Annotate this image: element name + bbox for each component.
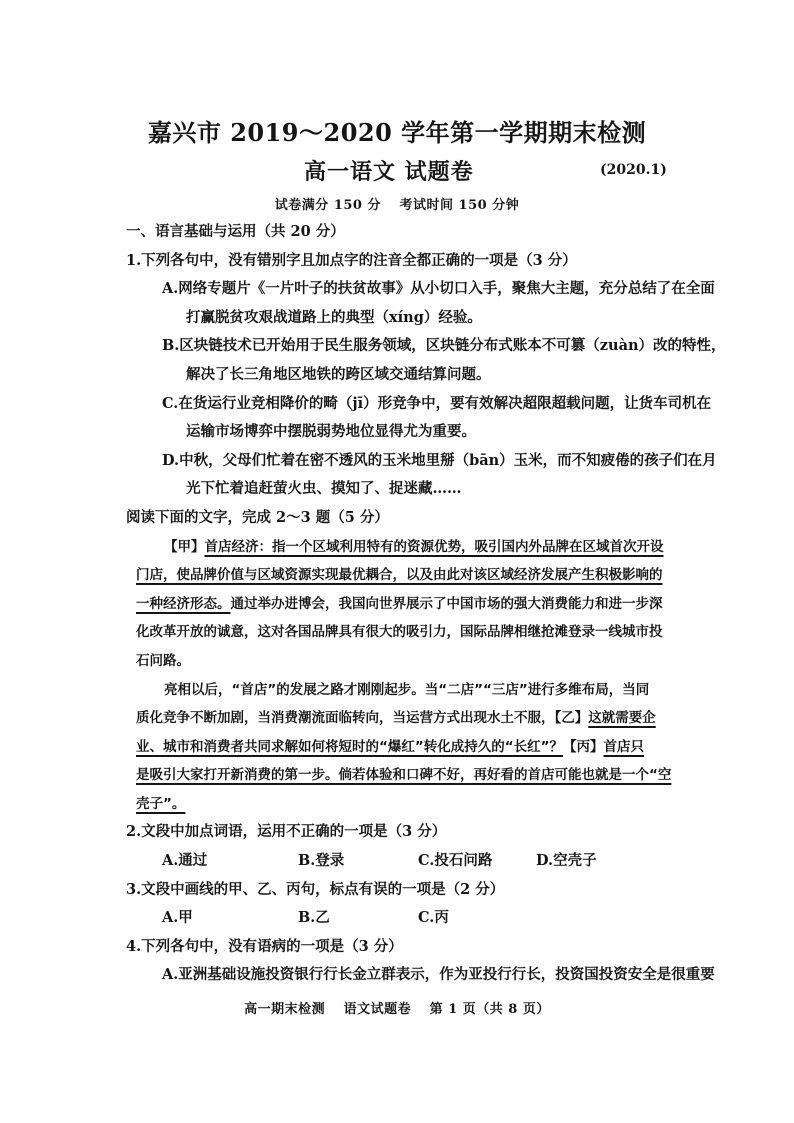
q2-option: B.登录 [298, 852, 345, 870]
underlined-sentence-bing-cont: 是吸引大家打开新消费的第一步。倘若体验和口碑不好，再好看的首店可能也就是一个“空 [136, 767, 672, 784]
passage-text: 化改革开放的诚意，这对各国品牌具有很大的吸引力，国际品牌相继抢滩登录一线城市投 [136, 624, 663, 641]
q1-option-d: D.中秋，父母们忙着在密不透风的玉米地里掰（bān）玉米，而不知疲倦的孩子们在月 [162, 451, 717, 469]
q1-stem: 1.下列各句中，没有错别字且加点字的注音全都正确的一项是（3 分） [126, 251, 577, 269]
q2-options [136, 847, 736, 876]
exam-body [126, 218, 736, 990]
q4-stem: 4.下列各句中，没有语病的一项是（3 分） [126, 937, 403, 955]
q2-option: A.通过 [162, 852, 208, 870]
underlined-sentence-bing: 首店只 [603, 738, 644, 755]
q3-option: C.丙 [418, 909, 449, 927]
passage-text: 亮相以后，“首店”的发展之路才刚刚起步。当“二店”“三店”进行多维布局，当同 [164, 681, 650, 698]
section-heading: 一、语言基础与运用（共 20 分） [126, 223, 345, 240]
exam-title: 嘉兴市 2019～2020 学年第一学期期末检测 [147, 118, 647, 147]
q3-option: A.甲 [162, 909, 193, 927]
q4-option-a: A.亚洲基础设施投资银行行长金立群表示，作为亚投行行长，投资国投资安全是很重要 [162, 966, 715, 984]
q3-stem: 3.文段中画线的甲、乙、丙句，标点有误的一项是（2 分） [126, 880, 505, 898]
passage-text: 质化竞争不断加剧，当消费潮流面临转向，当运营方式出现水土不服， [136, 710, 555, 727]
q2-option: D.空壳子 [536, 852, 597, 870]
reading-intro: 阅读下面的文字，完成 2～3 题（5 分） [126, 508, 389, 526]
passage-tag-yi: 【乙】 [554, 710, 589, 727]
underlined-sentence-yi-cont: 业、城市和消费者共同求解如何将短时的“爆红”转化成持久的“长红”？ [136, 738, 563, 755]
q1-option-a: A.网络专题片《一片叶子的扶贫故事》从小切口入手，聚焦大主题，充分总结了在全面 [162, 280, 715, 298]
passage-tag-jia: 【甲】 [164, 538, 205, 555]
reading-passage [136, 533, 736, 819]
q1-option-b-cont: 解决了长三角地区地铁的跨区域交通结算问题。 [186, 365, 491, 383]
exam-subtitle: 高一语文 试题卷 [304, 159, 474, 185]
q1-option-d-cont: 光下忙着追赶萤火虫、摸知了、捉迷藏…… [186, 480, 462, 498]
passage-tag-bing: 【丙】 [563, 738, 604, 755]
underlined-sentence-bing-end: 壳子”。 [136, 795, 186, 812]
page-footer: 高一期末检测 语文试题卷 第 1 页（共 8 页） [244, 1002, 550, 1017]
exam-date: (2020.1) [600, 162, 667, 178]
q1-option-a-cont: 打赢脱贫攻艰战道路上的典型（xíng）经验。 [186, 308, 482, 326]
q1-option-b: B.区块链技术已开始用于民生服务领域，区块链分布式账本不可篡（zuàn）改的特性， [162, 337, 726, 355]
q1-option-c-cont: 运输市场博弈中摆脱弱势地位显得尤为重要。 [186, 423, 476, 441]
passage-text: 石问路。 [136, 652, 190, 669]
passage-text: 通过举办进博会，我国向世界展示了中国市场的强大消费能力和进一步深 [230, 595, 663, 612]
underlined-sentence-yi: 这就需要企 [588, 710, 656, 727]
underlined-sentence-jia-cont: 门店，使品牌价值与区域资源实现最优耦合，以及由此对该区域经济发展产生积极影响的 [136, 567, 663, 584]
underlined-sentence-jia-end: 一种经济形态。 [136, 595, 231, 612]
q3-options [136, 904, 736, 933]
underlined-sentence-jia: 首店经济：指一个区域利用特有的资源优势，吸引国内外品牌在区域首次开设 [204, 538, 664, 555]
q1-option-c: C.在货运行业竞相降价的畸（jī）形竞争中，要有效解决超限超载问题，让货车司机在 [162, 394, 712, 412]
q2-option: C.投石问路 [418, 852, 493, 870]
q2-stem: 2.文段中加点词语，运用不正确的一项是（3 分） [126, 823, 447, 841]
exam-info: 试卷满分 150 分 考试时间 150 分钟 [274, 198, 520, 213]
q3-option: B.乙 [298, 909, 330, 927]
